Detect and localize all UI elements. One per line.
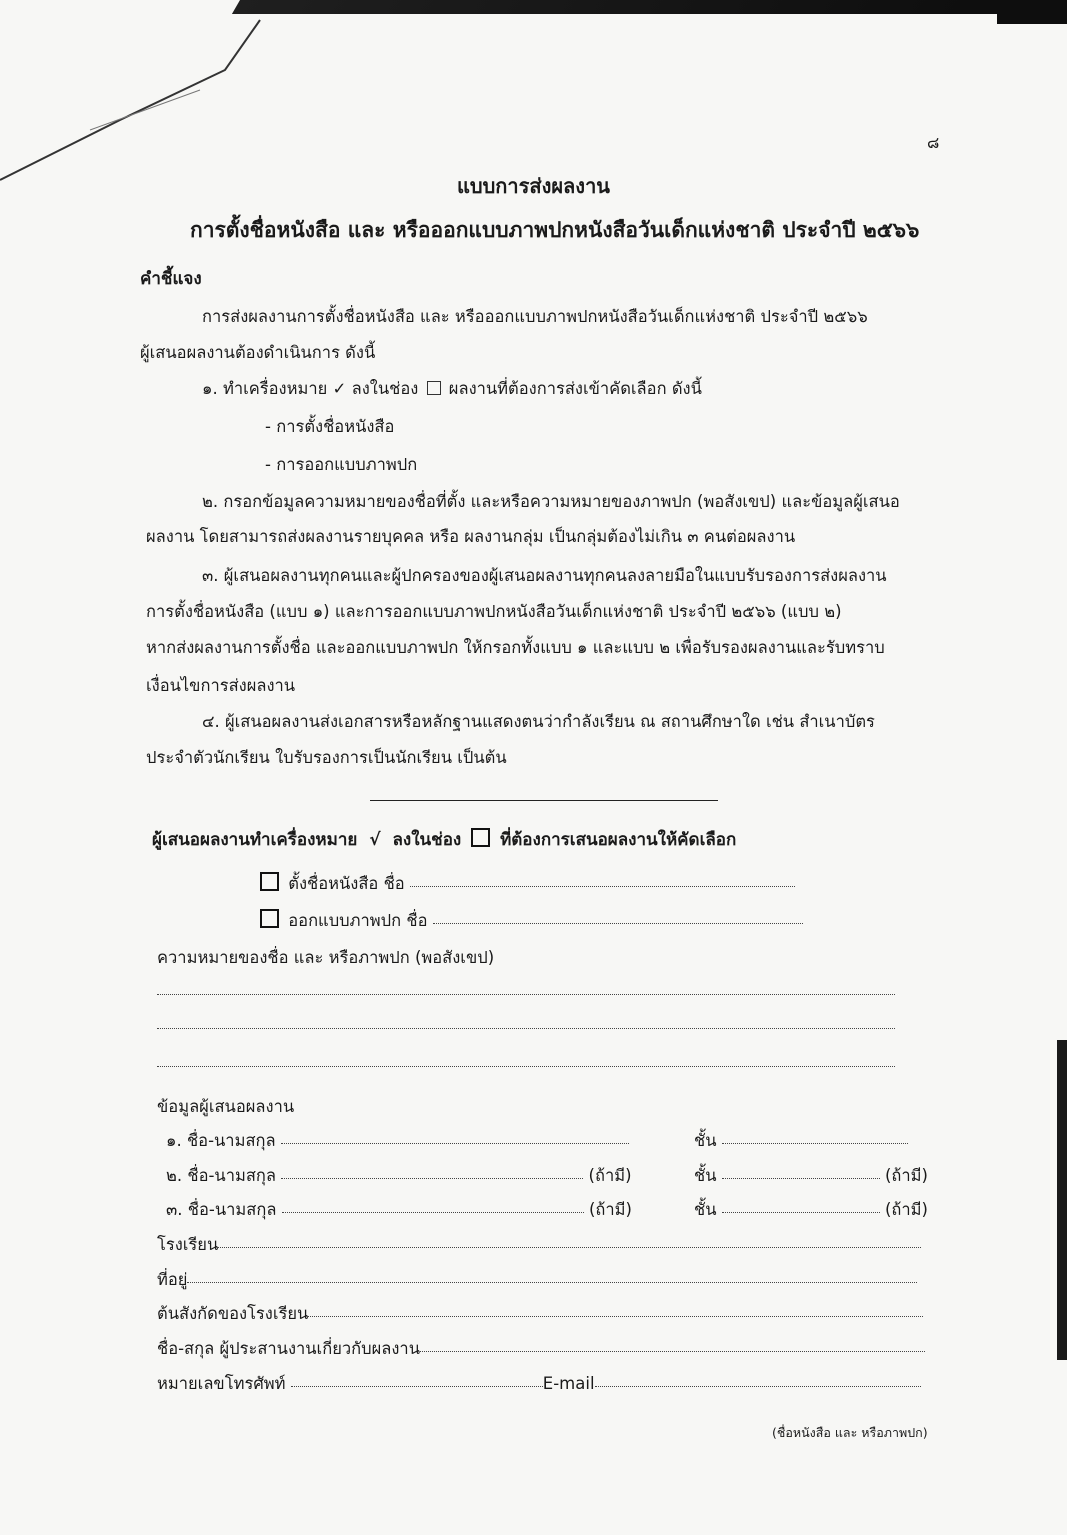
book-name-field[interactable]: [410, 886, 795, 887]
item-1-sub-2: - การออกแบบภาพปก: [265, 455, 418, 474]
form-instruction: [152, 826, 736, 853]
coordinator-field[interactable]: [420, 1351, 925, 1352]
presenter-1-name: [166, 1128, 629, 1154]
section-divider: [370, 800, 718, 801]
option-cover-label: ออกแบบภาพปก ชื่อ: [288, 911, 428, 930]
contact-row: [157, 1371, 921, 1397]
meaning-field-line-1[interactable]: [157, 994, 895, 995]
address-row: [157, 1267, 917, 1293]
presenter-3-name: [166, 1197, 632, 1223]
presenter-3-grade: [694, 1197, 928, 1223]
item-4-line-1: ๔. ผู้เสนอผลงานส่งเอกสารหรือหลักฐานแสดงตนว่ากำลังเรียน ณ สถานศึกษาใด เช่น สำเนาบัตร: [202, 712, 875, 731]
coordinator-label: ชื่อ-สกุล ผู้ประสานงานเกี่ยวกับผลงาน: [157, 1339, 420, 1358]
item-2-line-2: ผลงาน โดยสามารถส่งผลงานรายบุคคล หรือ ผลงานกลุ่ม เป็นกลุ่มต้องไม่เกิน ๓ คนต่อผลงาน: [146, 527, 796, 546]
presenter-2-name-label: ๒. ชื่อ-นามสกุล: [166, 1166, 277, 1185]
presenter-1-name-field[interactable]: [281, 1143, 629, 1144]
item-3-line-4: เงื่อนไขการส่งผลงาน: [146, 676, 296, 695]
school-label: โรงเรียน: [157, 1235, 219, 1254]
address-field[interactable]: [187, 1282, 917, 1283]
document-title: แบบการส่งผลงาน: [457, 174, 610, 198]
email-field[interactable]: [595, 1386, 921, 1387]
presenter-2-grade-label: ชั้น: [694, 1166, 717, 1185]
item-3-line-2: การตั้งชื่อหนังสือ (แบบ ๑) และการออกแบบภาพปกหนังสือวันเด็กแห่งชาติ ประจำปี ๒๕๖๖ (แบบ ๒): [146, 602, 842, 621]
item-1-pre: ๑. ทำเครื่องหมาย: [202, 379, 328, 398]
presenter-3-optional: (ถ้ามี): [588, 1200, 632, 1219]
meaning-label: ความหมายของชื่อ และ หรือภาพปก (พอสังเขป): [157, 948, 495, 967]
intro-line-2: ผู้เสนอผลงานต้องดำเนินการ ดังนี้: [140, 343, 376, 362]
presenter-2-optional: (ถ้ามี): [588, 1166, 632, 1185]
item-3-line-3: หากส่งผลงานการตั้งชื่อ และออกแบบภาพปก ให้กรอกทั้งแบบ ๑ และแบบ ๒ เพื่อรับรองผลงานและรับทราบ: [146, 638, 885, 657]
presenter-1-grade: [694, 1128, 908, 1154]
presenter-2-grade: [694, 1163, 928, 1189]
presenter-3-name-field[interactable]: [282, 1212, 584, 1213]
check-mark-icon: √: [369, 830, 381, 850]
form-instruction-post: ที่ต้องการเสนอผลงานให้คัดเลือก: [500, 830, 737, 850]
presenter-2-name: [166, 1163, 632, 1189]
instructions-heading: คำชี้แจง: [140, 269, 202, 289]
item-2-line-1: ๒. กรอกข้อมูลความหมายของชื่อที่ตั้ง และหรือความหมายของภาพปก (พอสังเขป) และข้อมูลผู้เสนอ: [202, 492, 900, 511]
email-label: E-mail: [542, 1374, 595, 1393]
paper-fold-mark: [0, 0, 1067, 300]
school-field[interactable]: [218, 1247, 921, 1248]
address-label: ที่อยู่: [157, 1270, 188, 1289]
presenter-2-name-field[interactable]: [281, 1178, 583, 1179]
coordinator-row: [157, 1336, 925, 1362]
form-instruction-mid: ลงในช่อง: [392, 830, 462, 850]
check-mark-icon: ✓: [332, 379, 347, 398]
presenter-2-grade-field[interactable]: [722, 1178, 880, 1179]
scan-edge-right: [1057, 1040, 1067, 1360]
document-subtitle: การตั้งชื่อหนังสือ และ หรือออกแบบภาพปกหนังสือวันเด็กแห่งชาติ ประจำปี ๒๕๖๖: [190, 218, 920, 242]
option-book-name-label: ตั้งชื่อหนังสือ ชื่อ: [288, 874, 405, 893]
item-3-line-1: ๓. ผู้เสนอผลงานทุกคนและผู้ปกครองของผู้เสนอผลงานทุกคนลงลายมือในแบบรับรองการส่งผลงาน: [202, 566, 887, 585]
checkbox-icon: [471, 828, 490, 847]
option-book-name[interactable]: [256, 871, 795, 897]
cover-checkbox[interactable]: [260, 909, 279, 928]
item-1-post: ผลงานที่ต้องการส่งเข้าคัดเลือก ดังนี้: [448, 379, 702, 398]
presenter-1-grade-label: ชั้น: [694, 1131, 717, 1150]
school-row: [157, 1232, 921, 1258]
presenter-3-grade-label: ชั้น: [694, 1200, 717, 1219]
presenter-2-grade-optional: (ถ้ามี): [884, 1166, 928, 1185]
item-1-mid: ลงในช่อง: [351, 379, 419, 398]
item-4-line-2: ประจำตัวนักเรียน ใบรับรองการเป็นนักเรียน เป็นต้น: [146, 748, 507, 767]
phone-field[interactable]: [291, 1386, 543, 1387]
scan-shadow-top: [232, 0, 1067, 14]
presenter-3-grade-optional: (ถ้ามี): [884, 1200, 928, 1219]
item-1: [202, 376, 702, 402]
form-instruction-pre: ผู้เสนอผลงานทำเครื่องหมาย: [152, 830, 358, 850]
presenter-3-name-label: ๓. ชื่อ-นามสกุล: [166, 1200, 277, 1219]
intro-line-1: การส่งผลงานการตั้งชื่อหนังสือ และ หรือออกแบบภาพปกหนังสือวันเด็กแห่งชาติ ประจำปี ๒๕๖๖: [202, 307, 868, 326]
presenter-3-grade-field[interactable]: [722, 1212, 880, 1213]
item-1-sub-1: - การตั้งชื่อหนังสือ: [265, 417, 395, 436]
affiliation-row: [157, 1301, 923, 1327]
meaning-field-line-2[interactable]: [157, 1028, 895, 1029]
page-number: ๘: [927, 133, 940, 152]
scan-shadow-corner: [997, 0, 1067, 24]
presenter-info-label: ข้อมูลผู้เสนอผลงาน: [157, 1097, 295, 1116]
presenter-1-name-label: ๑. ชื่อ-นามสกุล: [166, 1131, 276, 1150]
presenter-1-grade-field[interactable]: [722, 1143, 908, 1144]
book-name-checkbox[interactable]: [260, 872, 279, 891]
affiliation-label: ต้นสังกัดของโรงเรียน: [157, 1304, 309, 1323]
affiliation-field[interactable]: [308, 1316, 923, 1317]
phone-label: หมายเลขโทรศัพท์: [157, 1374, 286, 1393]
cover-name-field[interactable]: [433, 923, 803, 924]
checkbox-icon: [427, 381, 441, 395]
option-cover[interactable]: [256, 908, 803, 934]
meaning-field-line-3[interactable]: [157, 1066, 895, 1067]
footer-note: (ชื่อหนังสือ และ หรือภาพปก): [772, 1425, 928, 1440]
